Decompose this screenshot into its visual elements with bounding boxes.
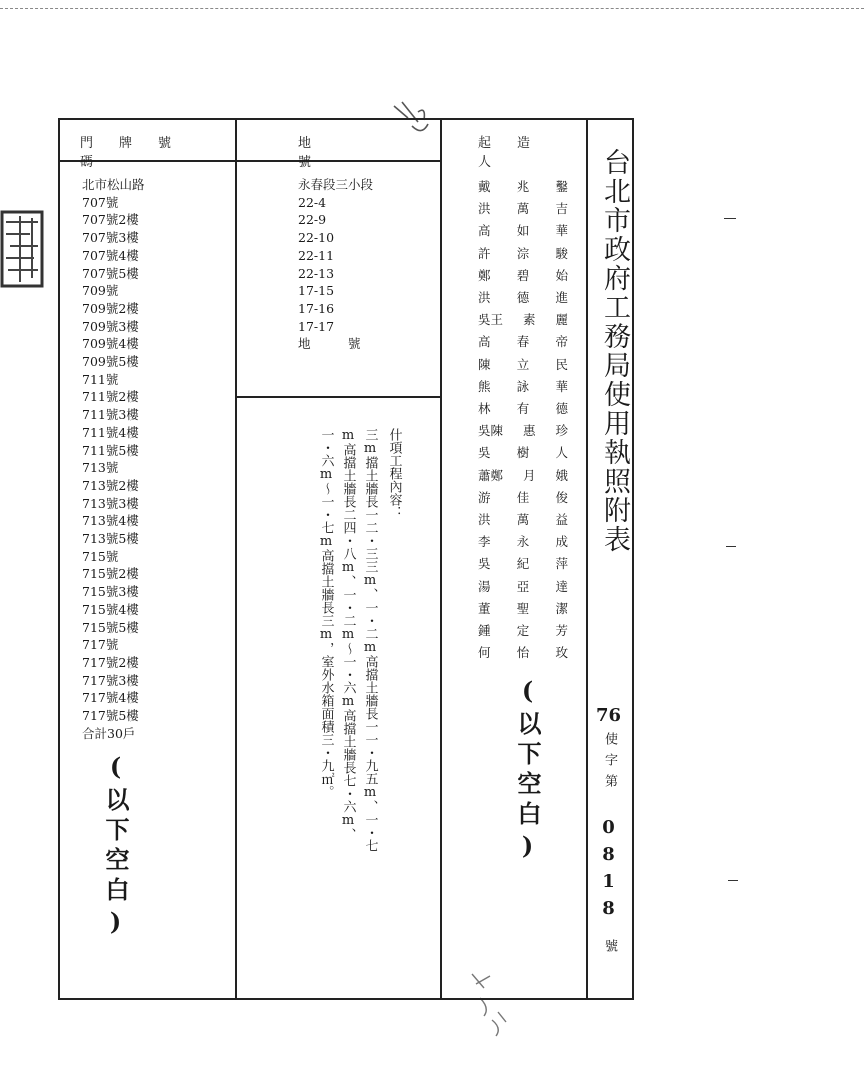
list-item: 709號3樓 — [82, 318, 139, 334]
column-divider — [235, 118, 237, 1000]
header-lot-number: 地號 — [298, 136, 376, 170]
list-item: 董 聖 潔 — [478, 600, 568, 616]
scan-edge — [0, 0, 864, 9]
table-top-border — [58, 118, 634, 120]
list-item: 707號 — [82, 194, 119, 210]
lot-number-list — [298, 176, 373, 353]
spec-line: 一・六m〜一・七m高擋土牆長三m，室外水箱面積三・九㎡。 — [318, 428, 334, 798]
list-item: 711號3樓 — [82, 407, 139, 423]
list-item: 戴 兆 鑿 — [478, 179, 568, 194]
list-item: 吳 紀 萍 — [478, 556, 568, 572]
spec-line: m高擋土牆長二四・八m、一・二m〜一・六m高擋土牆長七・六m、 — [340, 428, 356, 841]
list-item: 鍾 定 芳 — [478, 623, 568, 639]
permit-number — [596, 705, 621, 952]
list-item: 707號4樓 — [82, 247, 139, 263]
spec-heading: 什項工程內容： — [386, 428, 402, 519]
list-item: 717號3樓 — [82, 672, 139, 688]
list-item: 22-9 — [298, 212, 327, 228]
list-item: 711號4樓 — [82, 424, 139, 440]
list-item: 永春段三小段 — [298, 177, 374, 192]
blank-remainder-mark: (以下空白) — [513, 676, 542, 866]
list-item: 熊 詠 華 — [478, 378, 568, 394]
door-number-list — [82, 176, 145, 743]
list-item: 鄭 碧 始 — [478, 267, 568, 283]
list-item: 洪 萬 益 — [478, 512, 568, 528]
list-item: 陳 立 民 — [478, 356, 568, 372]
list-item: 高 如 華 — [478, 223, 568, 239]
blank-remainder-mark: (以下空白) — [101, 752, 130, 942]
list-item: 17-17 — [298, 318, 335, 334]
list-item: 游 佳 俊 — [478, 489, 568, 505]
list-item: 吳陳 惠 珍 — [478, 423, 568, 439]
list-item: 許 淙 駿 — [478, 245, 568, 261]
list-item: 715號2樓 — [82, 566, 139, 582]
lot-divider — [236, 396, 442, 398]
list-item: 717號4樓 — [82, 690, 139, 706]
list-item: 711號5樓 — [82, 442, 139, 458]
list-item: 707號5樓 — [82, 265, 139, 281]
scan-speck — [724, 218, 736, 219]
list-item: 711號2樓 — [82, 389, 139, 405]
header-door-number: 門牌號碼 — [80, 136, 198, 170]
list-item: 洪 萬 吉 — [478, 201, 568, 217]
list-item: 高 春 帝 — [478, 334, 568, 350]
list-item: 何 怡 玫 — [478, 645, 568, 661]
list-item: 713號5樓 — [82, 531, 139, 547]
page-title: 台北市政府工務局使用執照附表 — [599, 148, 630, 554]
list-item: 715號3樓 — [82, 584, 139, 600]
scribble-icon — [466, 968, 516, 1040]
list-item: 17-16 — [298, 300, 335, 316]
scan-speck — [726, 546, 736, 547]
spec-line: 三m擋土牆長一二・三三m、一・二m高擋土牆長一一・九五m、一・七 — [362, 428, 378, 852]
list-item: 吳 樹 人 — [478, 445, 568, 461]
list-item: 湯 亞 達 — [478, 578, 568, 594]
list-item: 22-13 — [298, 265, 335, 281]
seal-stamp-icon — [0, 208, 44, 290]
list-item: 709號 — [82, 283, 119, 299]
list-item: 717號5樓 — [82, 708, 139, 724]
builder-list — [478, 176, 568, 664]
list-item: 707號3樓 — [82, 230, 139, 246]
list-item: 17-15 — [298, 283, 335, 299]
list-item: 713號2樓 — [82, 477, 139, 493]
list-item: 北市松山路 — [82, 177, 145, 192]
scan-speck — [728, 880, 738, 881]
list-item: 合計30戶 — [82, 725, 136, 741]
list-item: 713號3樓 — [82, 495, 139, 511]
list-item: 22-4 — [298, 194, 327, 210]
list-item: 715號5樓 — [82, 619, 139, 635]
list-item: 717號2樓 — [82, 654, 139, 670]
list-item: 吳王 素 麗 — [478, 312, 568, 328]
list-item: 707號2樓 — [82, 212, 139, 228]
column-divider — [586, 118, 588, 1000]
list-item: 711號 — [82, 371, 119, 387]
list-item: 717號 — [82, 637, 119, 653]
list-item: 22-11 — [298, 247, 335, 263]
permit-prefix: 使字第 — [602, 732, 617, 795]
permit-suffix: 號 — [602, 939, 617, 952]
list-item: 洪 德 進 — [478, 290, 568, 306]
list-item: 715號4樓 — [82, 601, 139, 617]
header-builder: 起造人 — [478, 136, 557, 170]
permit-year: 76 — [596, 705, 622, 726]
list-item: 蕭鄭 月 娥 — [478, 467, 568, 483]
column-divider — [440, 118, 442, 1000]
table-bottom-border — [58, 998, 634, 1000]
list-item: 715號 — [82, 548, 119, 564]
table-left-border — [58, 118, 60, 1000]
list-item: 林 有 德 — [478, 401, 568, 417]
list-item: 713號4樓 — [82, 513, 139, 529]
list-item: 22-10 — [298, 230, 335, 246]
permit-serial: 0818 — [598, 817, 619, 925]
list-item: 709號5樓 — [82, 354, 139, 370]
list-item: 李 永 成 — [478, 534, 568, 550]
list-item: 709號2樓 — [82, 300, 139, 316]
list-item: 713號 — [82, 460, 119, 476]
list-item: 地 號 — [298, 336, 361, 352]
list-item: 709號4樓 — [82, 336, 139, 352]
